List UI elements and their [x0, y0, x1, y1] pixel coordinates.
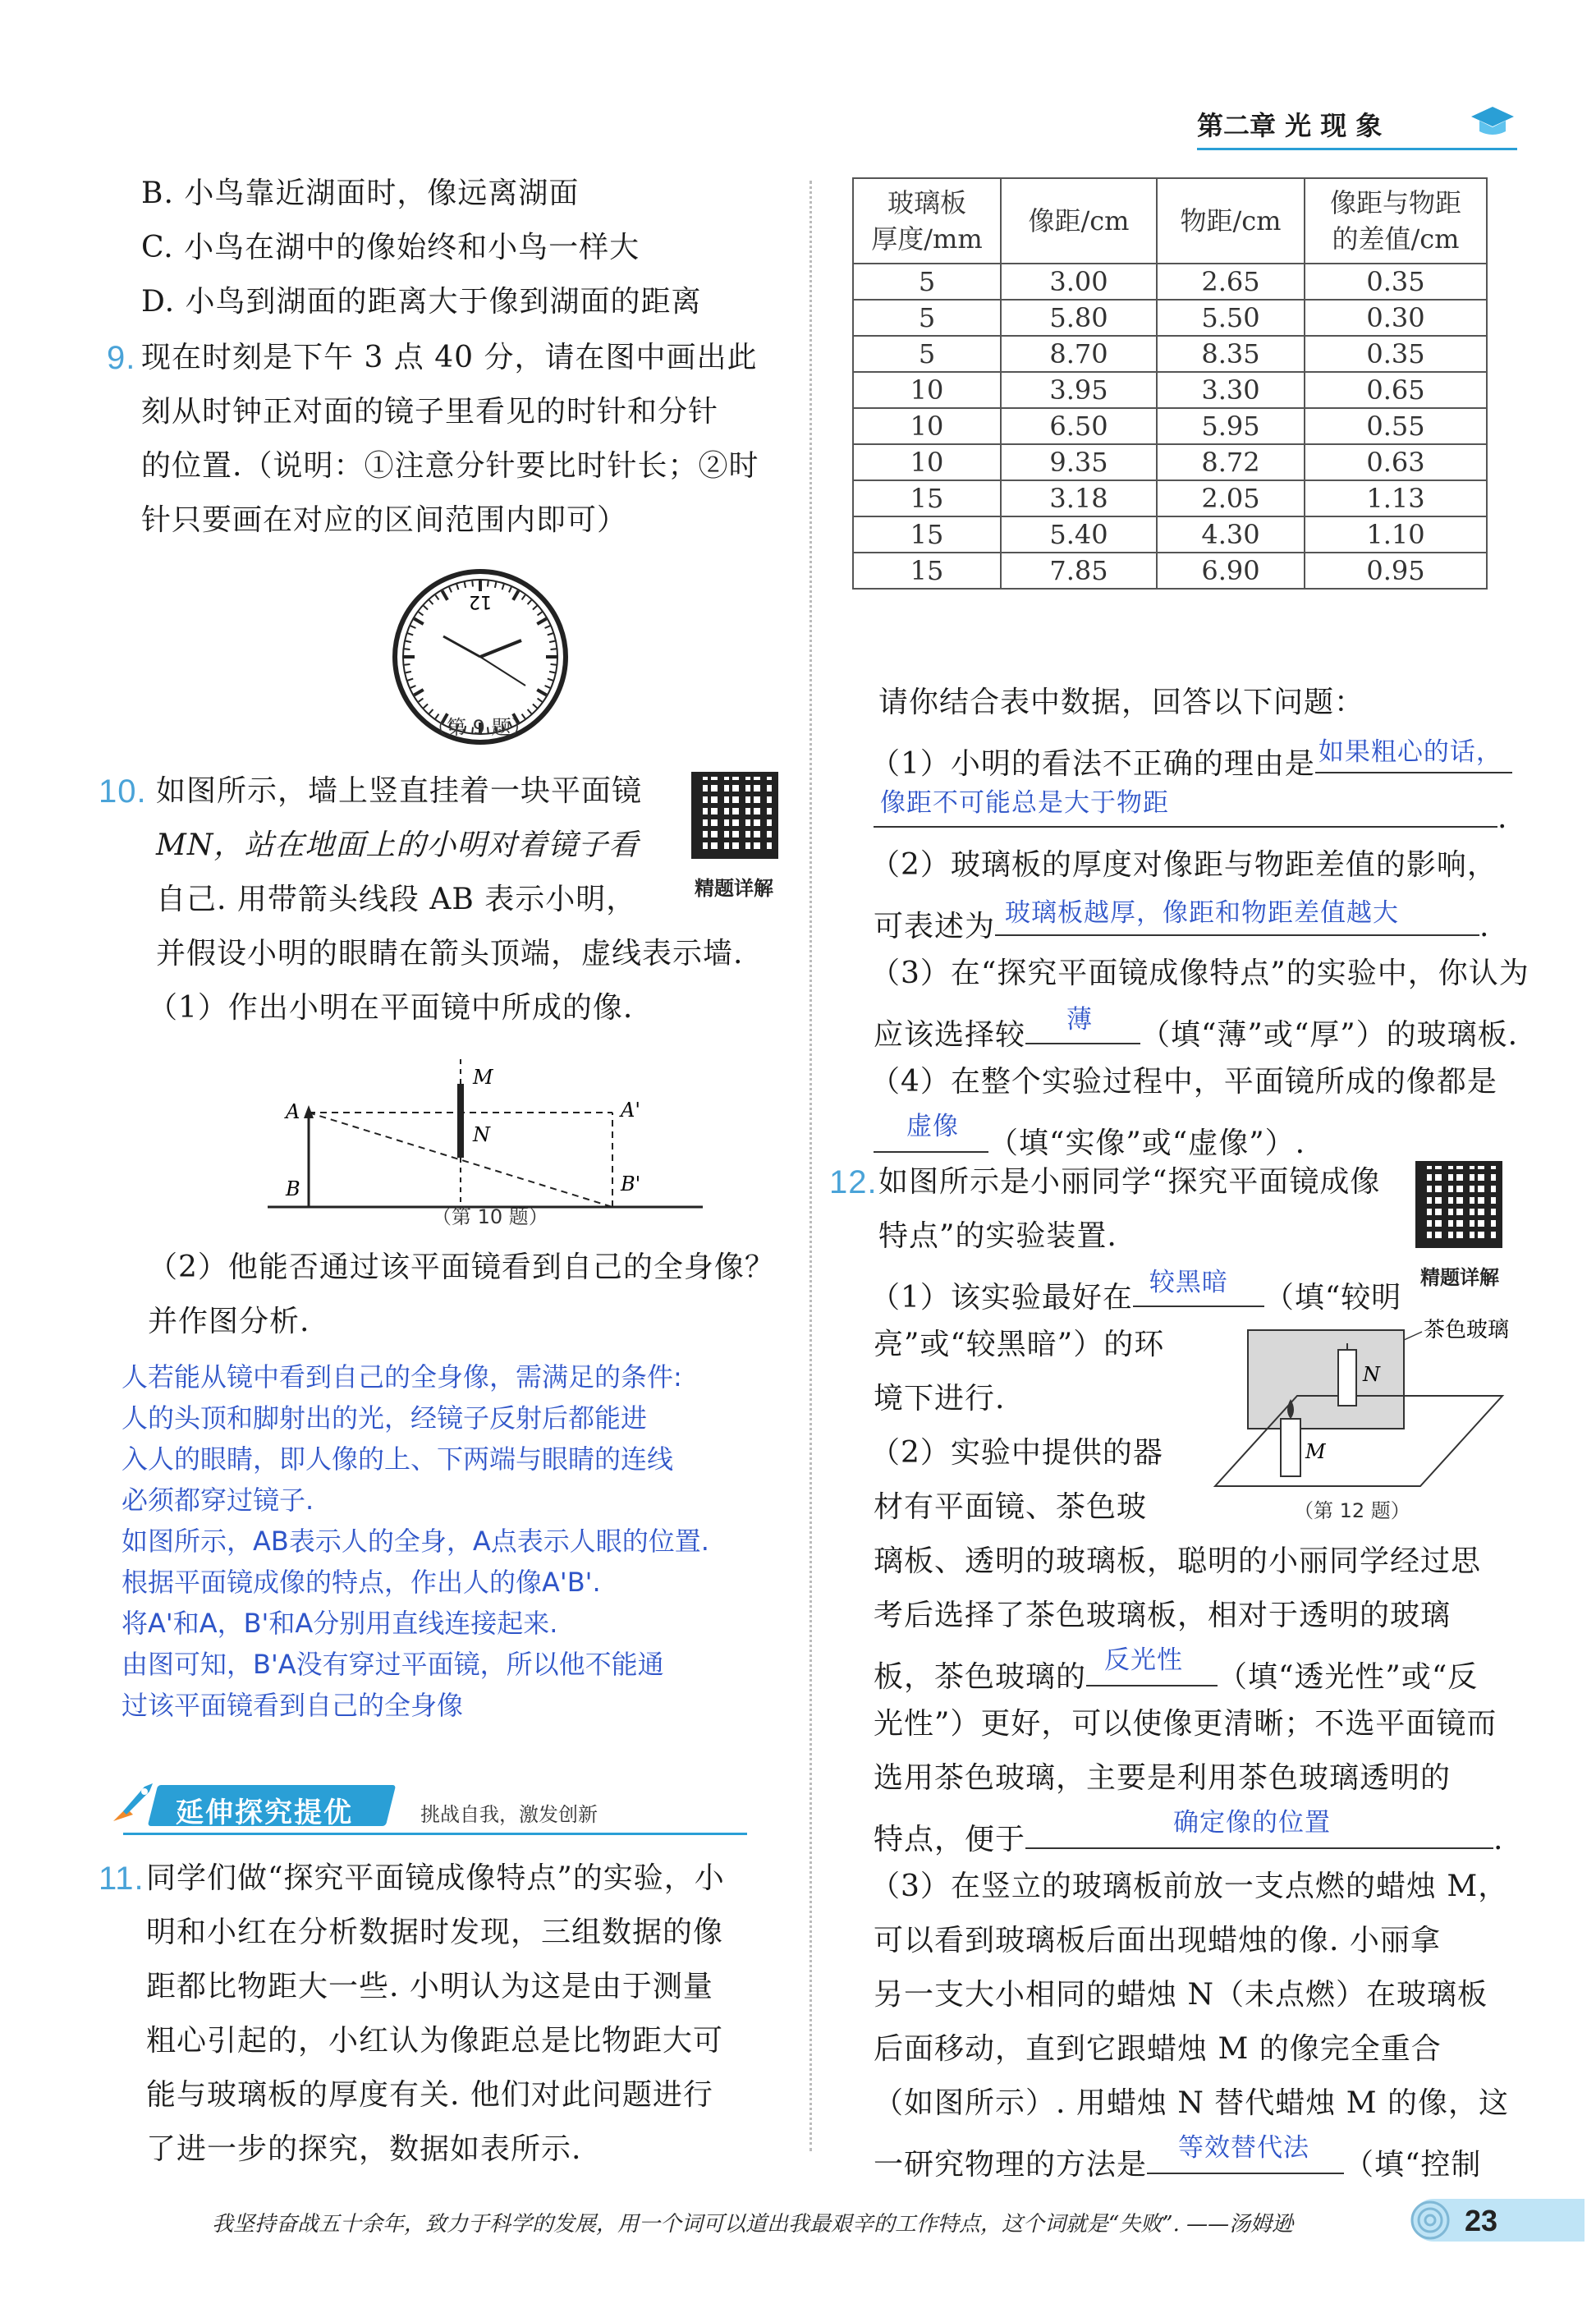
q11-text: 粗心引起的，小红认为像距总是比物距大可: [146, 2024, 724, 2058]
q8-option-d: D. 小鸟到湖面的距离大于像到湖面的距离: [141, 285, 702, 319]
clock-tick: [513, 590, 519, 599]
q12-sub3-cont: 可以看到玻璃板后面出现蜡烛的像. 小丽拿: [874, 1924, 1441, 1957]
q12-text: 如图所示是小丽同学“探究平面镜成像: [878, 1165, 1381, 1199]
table-cell: 0.55: [1305, 408, 1487, 444]
clock-tick: [548, 633, 553, 635]
clock-tick: [538, 612, 543, 615]
clock-tick: [472, 581, 473, 587]
clock-tick: [449, 587, 452, 592]
table-cell: 10: [853, 408, 1001, 444]
q10-text: 自己. 用带箭头线段 AB 表示小明，: [156, 883, 637, 916]
q11-answer1a: 如果粗心的话，: [1318, 737, 1502, 767]
table-cell: 3.95: [1001, 372, 1157, 408]
table-row: [853, 553, 1487, 589]
q12-sub3-cont: （如图所示）. 用蜡烛 N 替代蜡烛 M 的像，这: [874, 2086, 1510, 2120]
q12-sub2-text: 特点，便于: [874, 1823, 1026, 1856]
q11-sub2: （2）玻璃板的厚度对像距与物距差值的影响，: [870, 848, 1497, 882]
q11-answer3-blank[interactable]: [1025, 1007, 1140, 1044]
q11-sub4-hint: （填“实像”或“虚像”）.: [988, 1127, 1306, 1160]
label-A: A: [286, 1100, 300, 1123]
table-cell: 0.95: [1305, 553, 1487, 589]
qr-code-label: 精题详解: [1420, 1266, 1499, 1289]
q12-sub3-cont: [874, 2133, 1482, 2187]
q10-answer-line: 人的头顶和脚射出的光，经镜子反射后都能进: [122, 1402, 648, 1434]
clock-tick: [406, 641, 411, 642]
clock-mirrored-12: 12: [469, 591, 492, 612]
clock-tick: [419, 699, 424, 702]
q11-text: 能与玻璃板的厚度有关. 他们对此问题进行: [146, 2078, 713, 2112]
q12-sub3-text: 一研究物理的方法是: [874, 2148, 1148, 2182]
q12-answer3: 等效替代法: [1178, 2133, 1310, 2163]
table-row: [853, 480, 1487, 516]
table-cell: 5.40: [1001, 516, 1157, 553]
table-cell: 9.35: [1001, 444, 1157, 480]
clock-tick: [410, 686, 415, 688]
label-N: N: [1363, 1363, 1380, 1386]
footer-quote: 我坚持奋战五十余年，致力于科学的发展，用一个词可以道出我最艰辛的工作特点，这个词就是“失败”. ——汤姆逊: [212, 2212, 1294, 2237]
table-row: [853, 516, 1487, 553]
clock-tick: [533, 704, 537, 709]
qr-code[interactable]: [1415, 1161, 1502, 1248]
q12-sub3-cont: 后面移动，直到它跟蜡烛 M 的像完全重合: [874, 2032, 1442, 2066]
column-divider: [809, 181, 812, 2151]
q12-sub1-hint: （填“较明: [1264, 1281, 1402, 1315]
q11-sub4-cont: [874, 1112, 1306, 1165]
q12-answer3-blank[interactable]: [1147, 2133, 1344, 2174]
q12-sub3: （3）在竖立的玻璃板前放一支点燃的蜡烛 M，: [870, 1870, 1509, 1903]
table-cell: 8.72: [1157, 444, 1305, 480]
table-cell: 6.90: [1157, 553, 1305, 589]
q10-answer-line: 入人的眼睛，即人像的上、下两端与眼睛的连线: [122, 1443, 674, 1475]
q12-sub2-cont: 璃板、透明的玻璃板，聪明的小丽同学经过思: [874, 1544, 1482, 1578]
clock-tick: [408, 633, 414, 635]
q11-sub2-cont: 可表述为 玻璃板越厚，像距和物距差值越大 .: [874, 898, 1489, 948]
label-B: B: [286, 1177, 300, 1200]
clock-tick: [414, 690, 423, 695]
table-cell: 2.65: [1157, 264, 1305, 300]
clock-tick: [429, 600, 433, 604]
q9-number: 9.: [107, 340, 136, 376]
clock-tick: [551, 664, 557, 665]
clock-tick: [443, 590, 448, 599]
q12-sub2-cont: 材有平面镜、茶色玻: [874, 1490, 1148, 1524]
q11-sub2-text: 可表述为: [874, 910, 996, 943]
table-cell: 6.50: [1001, 408, 1157, 444]
table-row: [853, 264, 1487, 300]
clock-tick: [456, 585, 458, 590]
q12-sub2: （2）实验中提供的器: [870, 1436, 1163, 1470]
q11-sub3: （3）在“探究平面镜成像特点”的实验中，你认为: [870, 957, 1530, 990]
q10-caption: （第 10 题）: [432, 1205, 548, 1228]
table-cell: 5: [853, 336, 1001, 372]
label-M: M: [473, 1066, 493, 1089]
table-cell: 10: [853, 372, 1001, 408]
q10-number: 10.: [99, 773, 147, 810]
q12-sub3-cont: 另一支大小相同的蜡烛 N（未点燃）在玻璃板: [874, 1978, 1488, 2012]
q9-text: 的位置.（说明：①注意分针要比时针长；②时: [141, 449, 759, 483]
q12-sub1: [870, 1269, 1401, 1319]
q10-text: 并假设小明的眼睛在箭头顶端，虚线表示墙.: [156, 937, 744, 971]
clock-tick: [405, 664, 410, 665]
spiral-icon: [1409, 2199, 1455, 2245]
q11-sub1: [870, 736, 1512, 786]
table-cell: 3.18: [1001, 480, 1157, 516]
clock-tick: [537, 690, 546, 695]
table-cell: 15: [853, 480, 1001, 516]
clock-tick: [502, 585, 504, 590]
table-cell: 7.85: [1001, 553, 1157, 589]
clock-tick: [435, 595, 438, 600]
q12-sub3-hint: （填“控制: [1344, 2148, 1482, 2182]
clock-tick: [538, 699, 543, 702]
q12-number: 12.: [829, 1164, 878, 1200]
table-header-cell: 物距/cm: [1157, 178, 1305, 264]
label-B-prime: B': [621, 1172, 641, 1195]
table-row: [853, 372, 1487, 408]
table-cell: 8.70: [1001, 336, 1157, 372]
clock-tick: [424, 606, 428, 610]
q10-part1: （1）作出小明在平面镜中所成的像.: [148, 991, 634, 1025]
table-cell: 8.35: [1157, 336, 1305, 372]
q8-option-c: C. 小鸟在湖中的像始终和小鸟一样大: [141, 231, 640, 264]
q12-sub2-text: 板，茶色玻璃的: [874, 1660, 1087, 1694]
qr-code-label: 精题详解: [695, 877, 773, 900]
q11-answer2-blank[interactable]: [995, 898, 1479, 936]
clock-tick: [414, 619, 423, 625]
q12-sub1-cont: 境下进行.: [874, 1382, 1006, 1416]
q12-answer2-blank[interactable]: [1086, 1645, 1218, 1686]
q12-sub2-cont: 光性”）更好，可以使像更清晰；不选平面镜而: [874, 1707, 1497, 1741]
q11-number: 11.: [99, 1861, 144, 1897]
q11-text: 同学们做“探究平面镜成像特点”的实验，小: [146, 1861, 725, 1895]
q11-answer4-blank[interactable]: [874, 1112, 988, 1153]
q9-text: 刻从时钟正对面的镜子里看见的时针和分针: [141, 395, 719, 429]
table-cell: 10: [853, 444, 1001, 480]
q12-sub2-hint: （填“透光性”或“反: [1218, 1660, 1479, 1694]
q10-answer-line: 如图所示，AB表示人的全身，A点表示人眼的位置.: [122, 1526, 709, 1557]
table-cell: 4.30: [1157, 516, 1305, 553]
clock-tick: [533, 606, 537, 610]
table-header-cell: 玻璃板 厚度/mm: [853, 178, 1001, 264]
table-cell: 0.63: [1305, 444, 1487, 480]
clock-tick: [549, 641, 555, 642]
q11-sub4: （4）在整个实验过程中，平面镜所成的像都是: [870, 1065, 1497, 1099]
clock-tick: [410, 626, 415, 628]
q12-answer1-blank[interactable]: [1133, 1269, 1264, 1307]
table-cell: 0.65: [1305, 372, 1487, 408]
table-header-cell: 像距/cm: [1001, 178, 1157, 264]
q10-answer-line: 人若能从镜中看到自己的全身像，需满足的条件:: [122, 1361, 682, 1393]
q8-option-b: B. 小鸟靠近湖面时，像远离湖面: [141, 177, 580, 210]
clock-tick: [522, 595, 525, 600]
q11-answer1-blank[interactable]: [1315, 736, 1512, 773]
q11-answer2: 玻璃板越厚，像距和物距差值越大: [1005, 898, 1400, 928]
table-cell: 2.05: [1157, 480, 1305, 516]
q9-text: 针只要画在对应的区间范围内即可）: [141, 503, 628, 537]
q12-answer2b-blank[interactable]: [1025, 1808, 1493, 1849]
q11-answer4: 虚像: [906, 1112, 959, 1141]
label-N: N: [473, 1123, 490, 1146]
q10-part2: （2）他能否通过该平面镜看到自己的全身像？: [148, 1250, 775, 1284]
table-header-cell: 像距与物距 的差值/cm: [1305, 178, 1487, 264]
table-cell: 5: [853, 264, 1001, 300]
table-cell: 1.13: [1305, 480, 1487, 516]
clock-tick: [528, 600, 532, 604]
table-header-row: [853, 178, 1487, 264]
q11-data-table: [852, 177, 1488, 590]
table-cell: 3.00: [1001, 264, 1157, 300]
clock-tick: [545, 626, 550, 628]
clock-tick: [424, 704, 428, 709]
table-cell: 5.50: [1157, 300, 1305, 336]
table-cell: 15: [853, 553, 1001, 589]
table-cell: 5.80: [1001, 300, 1157, 336]
table-row: [853, 300, 1487, 336]
q12-answer2b: 确定像的位置: [1173, 1808, 1332, 1838]
q10-answer-line: 过该平面镜看到自己的全身像: [122, 1690, 464, 1721]
candle-glass-figure: [1199, 1314, 1527, 1506]
q12-sub2-cont: 选用茶色玻璃，主要是利用茶色玻璃透明的: [874, 1761, 1452, 1795]
table-cell: 0.35: [1305, 264, 1487, 300]
q12-sub1-text: （1）该实验最好在: [870, 1281, 1133, 1315]
section-rule: [123, 1833, 747, 1835]
section-title: 延伸探究提优: [176, 1797, 353, 1829]
table-cell: 5: [853, 300, 1001, 336]
table-row: [853, 336, 1487, 372]
q11-answer1b: 像距不可能总是大于物距: [880, 788, 1169, 818]
q10-text: 如图所示，墙上竖直挂着一块平面镜: [156, 774, 643, 808]
q10-answer-line: 将A'和A，B'和A分别用直线连接起来.: [122, 1608, 558, 1639]
q11-sub3-text: 应该选择较: [874, 1018, 1026, 1052]
clock-tick: [509, 587, 511, 592]
q11-sub1-cont: 像距不可能总是大于物距 .: [874, 790, 1507, 840]
table-cell: 15: [853, 516, 1001, 553]
table-cell: 1.10: [1305, 516, 1487, 553]
clock-tick: [495, 582, 496, 588]
section-subtitle: 挑战自我，激发创新: [420, 1803, 598, 1826]
label-glass: 茶色玻璃: [1424, 1318, 1510, 1342]
table-row: [853, 444, 1487, 480]
q11-text: 了进一步的探究，数据如表所示.: [146, 2132, 582, 2166]
page-number: 23: [1465, 2204, 1498, 2237]
label-A-prime: A': [621, 1099, 640, 1122]
q11-text: 明和小红在分析数据时发现，三组数据的像: [146, 1916, 724, 1949]
q11-answer3: 薄: [1066, 1005, 1094, 1035]
q12-sub2-cont: [874, 1645, 1479, 1699]
clock-tick: [548, 679, 553, 681]
qr-code[interactable]: [691, 772, 778, 859]
clock-tick: [419, 612, 424, 615]
table-cell: 5.95: [1157, 408, 1305, 444]
q12-sub1-cont: 亮”或“较黑暗”）的环: [874, 1328, 1165, 1361]
q11-sub3-cont: [874, 1007, 1518, 1057]
q10-text: MN，站在地面上的小明对着镜子看: [156, 828, 640, 862]
clock-tick: [408, 679, 414, 681]
q11-sub3-hint: （填“薄”或“厚”）的玻璃板.: [1140, 1018, 1519, 1052]
chapter-title: 第二章 光 现 象: [1197, 110, 1383, 141]
q10-answer-line: 由图可知，B'A没有穿过平面镜，所以他不能通: [122, 1649, 664, 1680]
q12-answer1: 较黑暗: [1149, 1268, 1228, 1297]
q12-sub2-cont: 考后选择了茶色玻璃板，相对于透明的玻璃: [874, 1599, 1452, 1632]
q12-caption: （第 12 题）: [1294, 1499, 1410, 1522]
clock-tick: [537, 619, 546, 625]
q10-part2: 并作图分析.: [148, 1305, 310, 1338]
q9-caption: （第 9 题）: [427, 716, 531, 739]
table-cell: 0.30: [1305, 300, 1487, 336]
q12-answer2: 反光性: [1104, 1645, 1184, 1675]
q10-answer-line: 根据平面镜成像的特点，作出人的像A'B'.: [122, 1567, 601, 1598]
q11-sub1-text: （1）小明的看法不正确的理由是: [870, 747, 1315, 781]
graduation-cap-icon: [1468, 100, 1517, 145]
table-cell: 3.30: [1157, 372, 1305, 408]
table-row: [853, 408, 1487, 444]
q11-answer1-blank-2[interactable]: [874, 790, 1497, 828]
header-rule: [1197, 148, 1517, 150]
q9-text: 现在时刻是下午 3 点 40 分，请在图中画出此: [141, 341, 758, 374]
q12-text: 特点”的实验装置.: [878, 1219, 1117, 1253]
table-cell: 0.35: [1305, 336, 1487, 372]
q11-text: 距都比物距大一些. 小明认为这是由于测量: [146, 1970, 713, 2003]
q10-answer-line: 必须都穿过镜子.: [122, 1484, 314, 1516]
q11-prompt: 请你结合表中数据，回答以下问题：: [878, 686, 1365, 719]
q12-sub2-cont: 特点，便于 确定像的位置 .: [874, 1811, 1503, 1861]
clock-tick: [465, 582, 466, 588]
clock-tick: [545, 686, 550, 688]
label-M: M: [1305, 1440, 1326, 1463]
